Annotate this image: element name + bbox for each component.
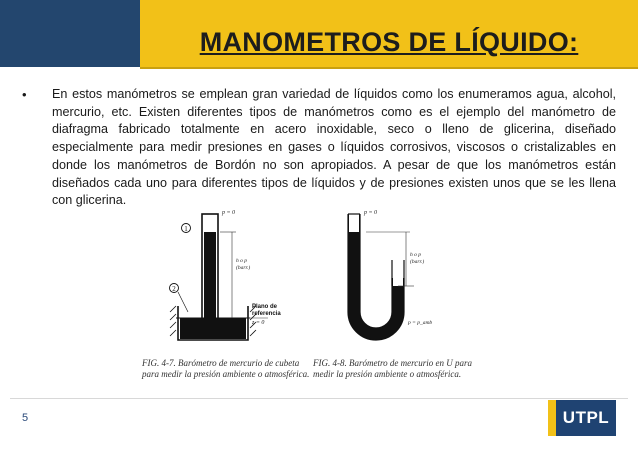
mercury-column (204, 232, 216, 326)
bullet-marker: • (22, 87, 27, 102)
figure1-caption (142, 358, 309, 380)
figure2-caption-line1: FIG. 4-8. Barómetro de mercurio en U para (313, 358, 473, 368)
marker-1: 1 (184, 225, 188, 233)
fig1-plane-label-2: referencia (252, 311, 281, 317)
slide-title: MANOMETROS DE LÍQUIDO: (199, 27, 579, 57)
fig2-bottom-label: p = p_amb (408, 320, 433, 326)
fig1-height-label: h o p (236, 258, 247, 264)
utpl-logo: UTPL (556, 400, 616, 436)
fig1-plane-label: Plano de (252, 304, 278, 310)
cistern-mercury (180, 318, 246, 339)
header-underline (140, 67, 638, 69)
figure2-caption-line2: medir la presión ambiente o atmosférica. (313, 369, 462, 379)
bullet-item (22, 86, 616, 210)
fig1-plane-label-3: z = 0 (252, 320, 265, 326)
slide-content (22, 86, 616, 210)
footer-gold-accent (548, 400, 556, 436)
footer-divider (10, 398, 628, 399)
fig2-height-label: h o p (410, 252, 421, 258)
fig2-top-label: p = 0 (364, 210, 378, 216)
page-number: 5 (22, 412, 29, 424)
fig1-height-unit: (barr.) (236, 265, 251, 271)
vacuum-space (349, 214, 359, 232)
figure1-caption-line1: FIG. 4-7. Barómetro de mercurio de cubeta (142, 358, 300, 368)
figure1-caption-line2: para medir la presión ambiente o atmosférica. (142, 369, 310, 379)
header-blue-block (0, 0, 140, 67)
marker-2: 2 (172, 285, 176, 293)
fig2-height-unit: (barr.) (410, 259, 425, 265)
bullet-paragraph: En estos manómetros se emplean gran variedad de líquidos como los enumeramos agua, alcohol, mercurio, etc. Existen diferentes tipos de manómetros como es el ejemplo del manómetro de diafragma fabricado totalmente en acero inoxidable, seco o lleno de glicerina, diseñado especialmente para medir presiones en gases o líquidos corrosivos, viscosos o cristalizables en donde los manómetros de Bordón no son apropiados. A pesar de que los manómetros están diseñados cada uno para diferentes tipos de líquidos y de presiones existen unos que se les llena con glicerina. (52, 87, 616, 208)
open-end (393, 260, 403, 286)
fig1-top-label: p = 0 (222, 210, 236, 216)
figure2-caption (313, 358, 472, 380)
